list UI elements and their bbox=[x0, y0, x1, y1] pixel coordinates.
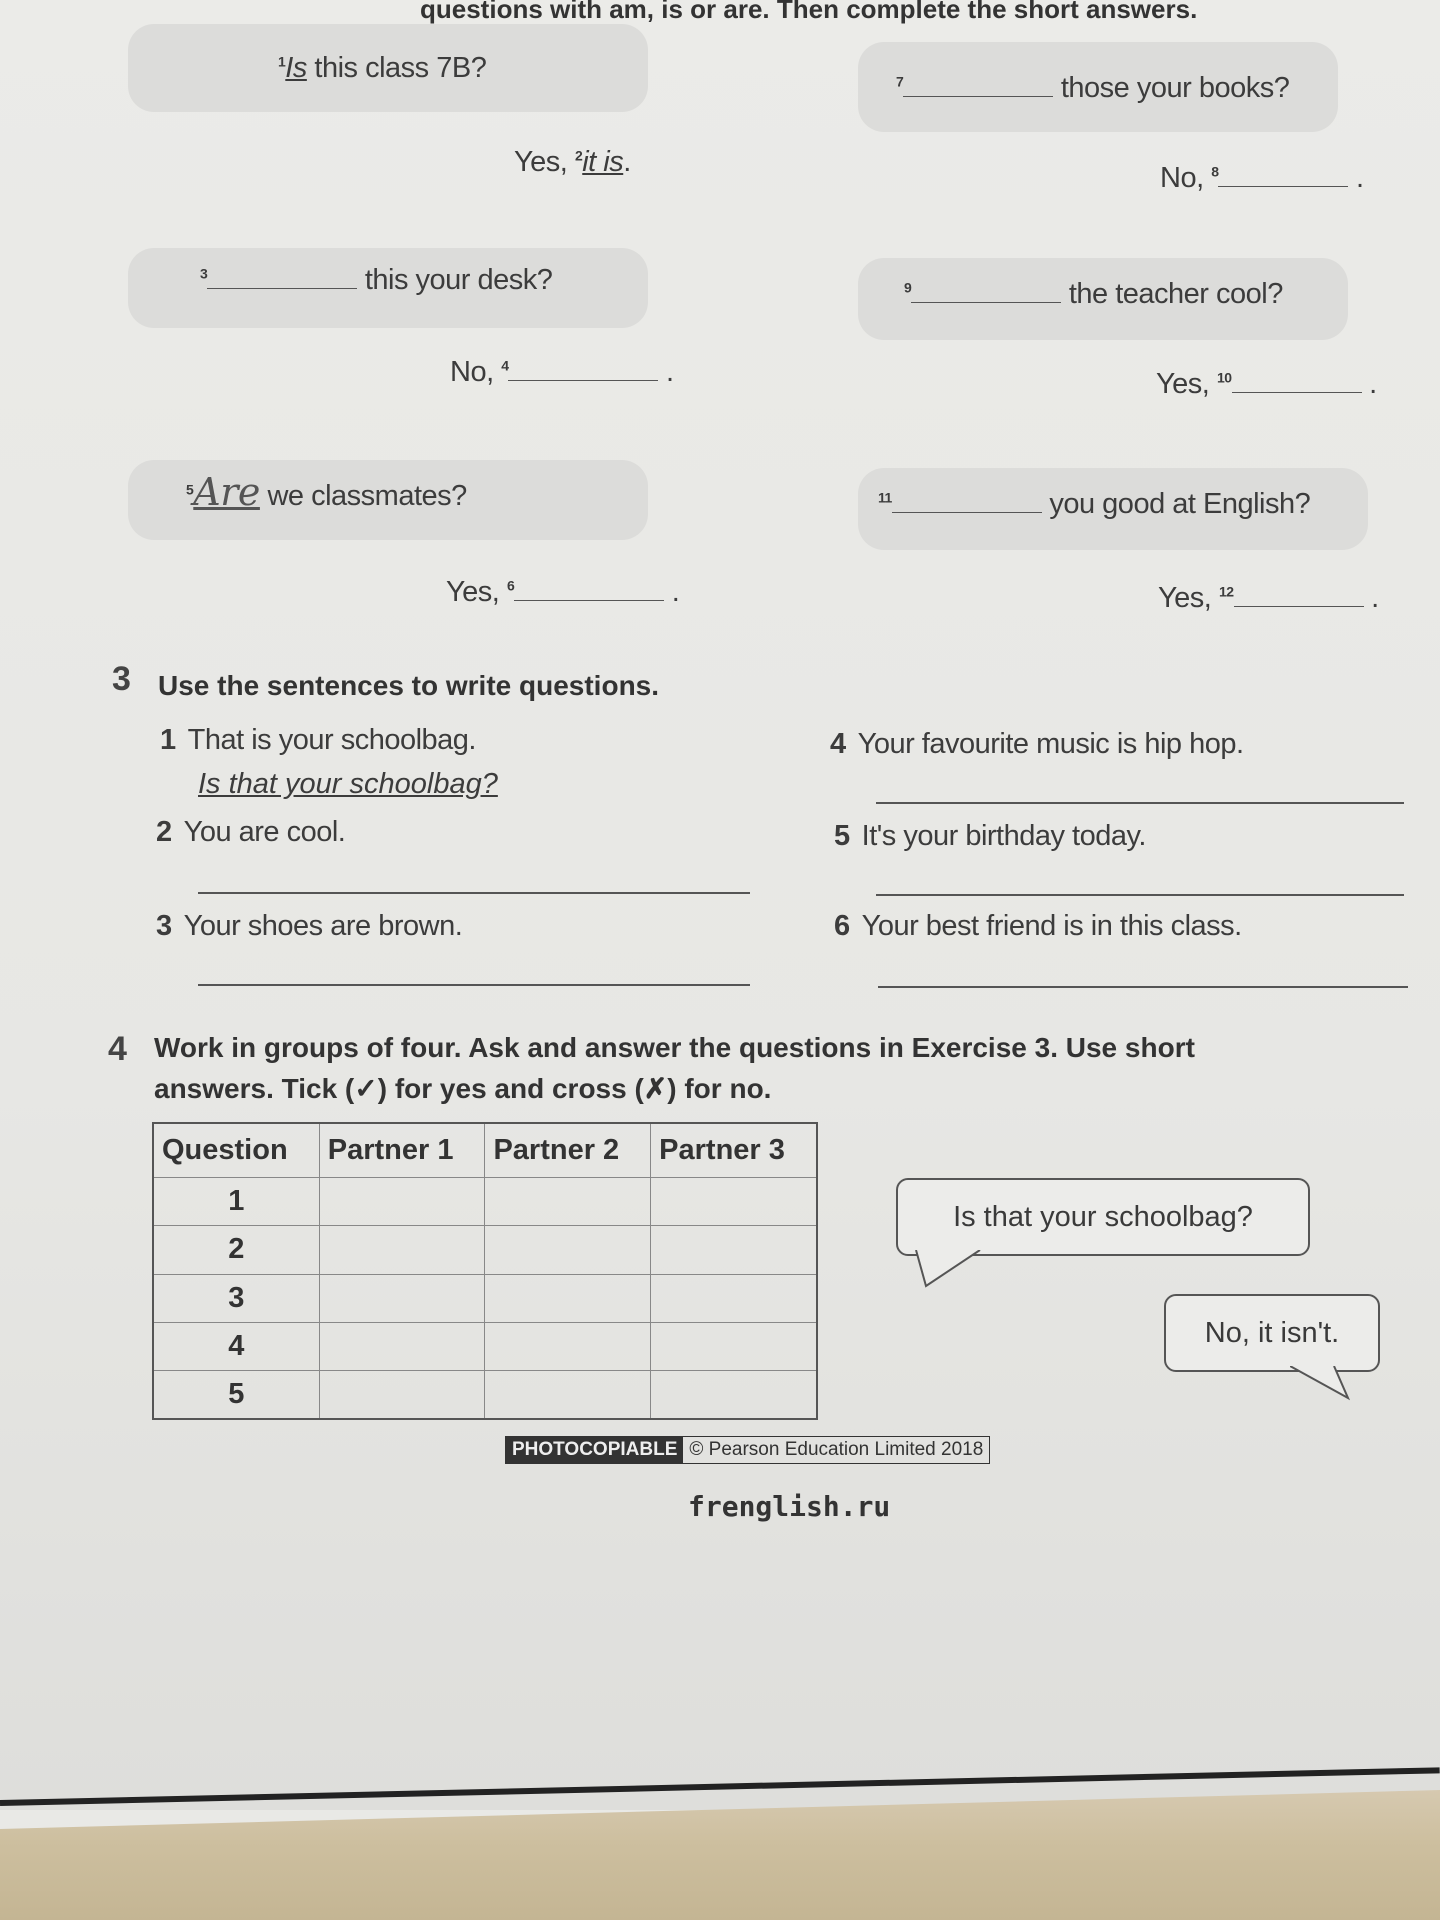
answer-cell[interactable] bbox=[651, 1226, 817, 1274]
answer-cell[interactable] bbox=[319, 1274, 485, 1322]
item-number: 2 bbox=[156, 816, 172, 848]
answer-cell[interactable] bbox=[319, 1322, 485, 1370]
item-number: 10 bbox=[1216, 369, 1232, 386]
answer-cell[interactable] bbox=[319, 1178, 485, 1226]
item-number: 4 bbox=[501, 357, 509, 374]
item-text: It's your birthday today. bbox=[861, 820, 1146, 852]
item-number: 11 bbox=[878, 489, 892, 506]
item-number: 9 bbox=[904, 279, 912, 296]
speech-text: Is that your schoolbag? bbox=[953, 1200, 1253, 1233]
table-header-row bbox=[153, 1123, 817, 1178]
partner-answers-table bbox=[152, 1122, 818, 1420]
example-answer: Is that your schoolbag? bbox=[198, 768, 498, 800]
item-number: 1 bbox=[160, 724, 176, 756]
ex3-item-1 bbox=[160, 724, 476, 757]
table-row bbox=[153, 1226, 817, 1274]
item-text: Your shoes are brown. bbox=[183, 910, 463, 942]
answer-cell[interactable] bbox=[485, 1322, 651, 1370]
speech-tail-answer bbox=[1290, 1366, 1350, 1402]
answer-cell[interactable] bbox=[651, 1178, 817, 1226]
question-text: the teacher cool? bbox=[1061, 278, 1283, 310]
item-number: 5 bbox=[834, 820, 850, 852]
row-number: 3 bbox=[153, 1274, 319, 1322]
copyright-text: © Pearson Education Limited 2018 bbox=[689, 1439, 984, 1460]
answer-line-4[interactable] bbox=[876, 802, 1404, 804]
answer-cell[interactable] bbox=[651, 1274, 817, 1322]
handwritten-answer: Are bbox=[193, 470, 260, 514]
answer-blank[interactable] bbox=[207, 286, 357, 289]
answer-line-6[interactable] bbox=[878, 986, 1408, 988]
question-text: you good at English? bbox=[1041, 488, 1311, 520]
exercise4-number: 4 bbox=[108, 1030, 127, 1068]
answer-4 bbox=[450, 356, 674, 389]
header-partner-2: Partner 2 bbox=[485, 1123, 651, 1178]
answer-blank[interactable] bbox=[508, 378, 658, 381]
item-number: 1 bbox=[278, 53, 286, 70]
speech-bubble-question bbox=[896, 1178, 1310, 1256]
item-number: 7 bbox=[896, 73, 904, 90]
question-11 bbox=[878, 488, 1310, 521]
answer-prefix: No, bbox=[1160, 162, 1212, 194]
item-number: 6 bbox=[506, 577, 515, 594]
speech-text: No, it isn't. bbox=[1204, 1316, 1340, 1349]
filled-answer: Is bbox=[285, 52, 307, 84]
item-number: 3 bbox=[200, 265, 208, 282]
item-text: That is your schoolbag. bbox=[187, 724, 476, 756]
answer-suffix: . bbox=[1348, 162, 1364, 194]
answer-suffix: . bbox=[664, 576, 680, 608]
table-row bbox=[153, 1322, 817, 1370]
answer-cell[interactable] bbox=[319, 1370, 485, 1419]
answer-10 bbox=[1156, 368, 1377, 401]
copyright-badge bbox=[505, 1436, 990, 1464]
answer-suffix: . bbox=[658, 356, 674, 388]
question-text: those your books? bbox=[1053, 72, 1290, 104]
answer-cell[interactable] bbox=[485, 1178, 651, 1226]
table-row bbox=[153, 1370, 817, 1419]
photocopiable-label: PHOTOCOPIABLE bbox=[506, 1437, 683, 1463]
row-number: 4 bbox=[153, 1322, 319, 1370]
speech-tail-question bbox=[912, 1250, 992, 1290]
ex3-item-6 bbox=[834, 910, 1242, 943]
row-number: 5 bbox=[153, 1370, 319, 1419]
answer-blank[interactable] bbox=[892, 510, 1042, 513]
answer-prefix: No, bbox=[450, 356, 502, 388]
header-partner-1: Partner 1 bbox=[319, 1123, 485, 1178]
answer-suffix: . bbox=[1361, 368, 1377, 400]
site-watermark: frenglish.ru bbox=[688, 1490, 891, 1523]
answer-cell[interactable] bbox=[485, 1226, 651, 1274]
answer-blank[interactable] bbox=[1218, 184, 1348, 187]
answer-line-3[interactable] bbox=[198, 984, 750, 986]
answer-blank[interactable] bbox=[1232, 390, 1362, 393]
exercise3-number: 3 bbox=[112, 660, 131, 698]
item-text: You are cool. bbox=[183, 816, 346, 848]
item-number: 12 bbox=[1218, 583, 1234, 600]
ex3-item-4 bbox=[830, 728, 1244, 761]
answer-blank[interactable] bbox=[514, 598, 664, 601]
answer-prefix: Yes, bbox=[1158, 582, 1219, 614]
ex3-item-5 bbox=[834, 820, 1146, 853]
header-question: Question bbox=[153, 1123, 319, 1178]
exercise3-title: Use the sentences to write questions. bbox=[158, 670, 660, 701]
answer-cell[interactable] bbox=[651, 1370, 817, 1419]
item-number: 5 bbox=[186, 481, 194, 498]
answer-blank[interactable] bbox=[903, 94, 1053, 97]
answer-prefix: Yes, bbox=[514, 146, 575, 178]
ex3-item-2 bbox=[156, 816, 345, 849]
item-number: 4 bbox=[830, 728, 846, 760]
question-9 bbox=[904, 278, 1283, 311]
answer-line-2[interactable] bbox=[198, 892, 750, 894]
exercise4-title-line1: Work in groups of four. Ask and answer the questions in Exercise 3. Use short bbox=[154, 1032, 1195, 1063]
question-3 bbox=[200, 264, 552, 297]
exercise4-title-line2: answers. Tick (✓) for yes and cross (✗) for no. bbox=[154, 1073, 772, 1104]
question-text: we classmates? bbox=[259, 480, 467, 512]
answer-blank[interactable] bbox=[1234, 604, 1364, 607]
answer-6 bbox=[446, 576, 679, 609]
question-7 bbox=[896, 72, 1289, 105]
question-text: this class 7B? bbox=[306, 52, 487, 84]
answer-line-5[interactable] bbox=[876, 894, 1404, 896]
question-text: this your desk? bbox=[357, 264, 553, 296]
item-text: Your best friend is in this class. bbox=[861, 910, 1242, 942]
answer-8 bbox=[1160, 162, 1364, 195]
item-number: 6 bbox=[834, 910, 850, 942]
answer-cell[interactable] bbox=[485, 1274, 651, 1322]
answer-cell[interactable] bbox=[651, 1322, 817, 1370]
item-text: Your favourite music is hip hop. bbox=[857, 728, 1244, 760]
item-number: 3 bbox=[156, 910, 172, 942]
answer-12 bbox=[1158, 582, 1379, 615]
question-1 bbox=[278, 52, 486, 85]
answer-2 bbox=[514, 146, 631, 179]
row-number: 1 bbox=[153, 1178, 319, 1226]
filled-answer: it is bbox=[582, 146, 624, 178]
table-row bbox=[153, 1178, 817, 1226]
answer-suffix: . bbox=[1363, 582, 1379, 614]
answer-prefix: Yes, bbox=[446, 576, 507, 608]
item-number: 8 bbox=[1211, 163, 1219, 180]
answer-prefix: Yes, bbox=[1156, 368, 1217, 400]
ex3-item-3 bbox=[156, 910, 462, 943]
answer-cell[interactable] bbox=[319, 1226, 485, 1274]
speech-bubble-answer bbox=[1164, 1294, 1380, 1372]
row-number: 2 bbox=[153, 1226, 319, 1274]
exercise2-instruction: questions with am, is or are. Then complete the short answers. bbox=[420, 0, 1198, 24]
item-number: 2 bbox=[574, 147, 583, 164]
table-row bbox=[153, 1274, 817, 1322]
header-partner-3: Partner 3 bbox=[651, 1123, 817, 1178]
answer-suffix: . bbox=[623, 146, 631, 178]
question-5 bbox=[186, 470, 467, 514]
answer-blank[interactable] bbox=[911, 300, 1061, 303]
answer-cell[interactable] bbox=[485, 1370, 651, 1419]
